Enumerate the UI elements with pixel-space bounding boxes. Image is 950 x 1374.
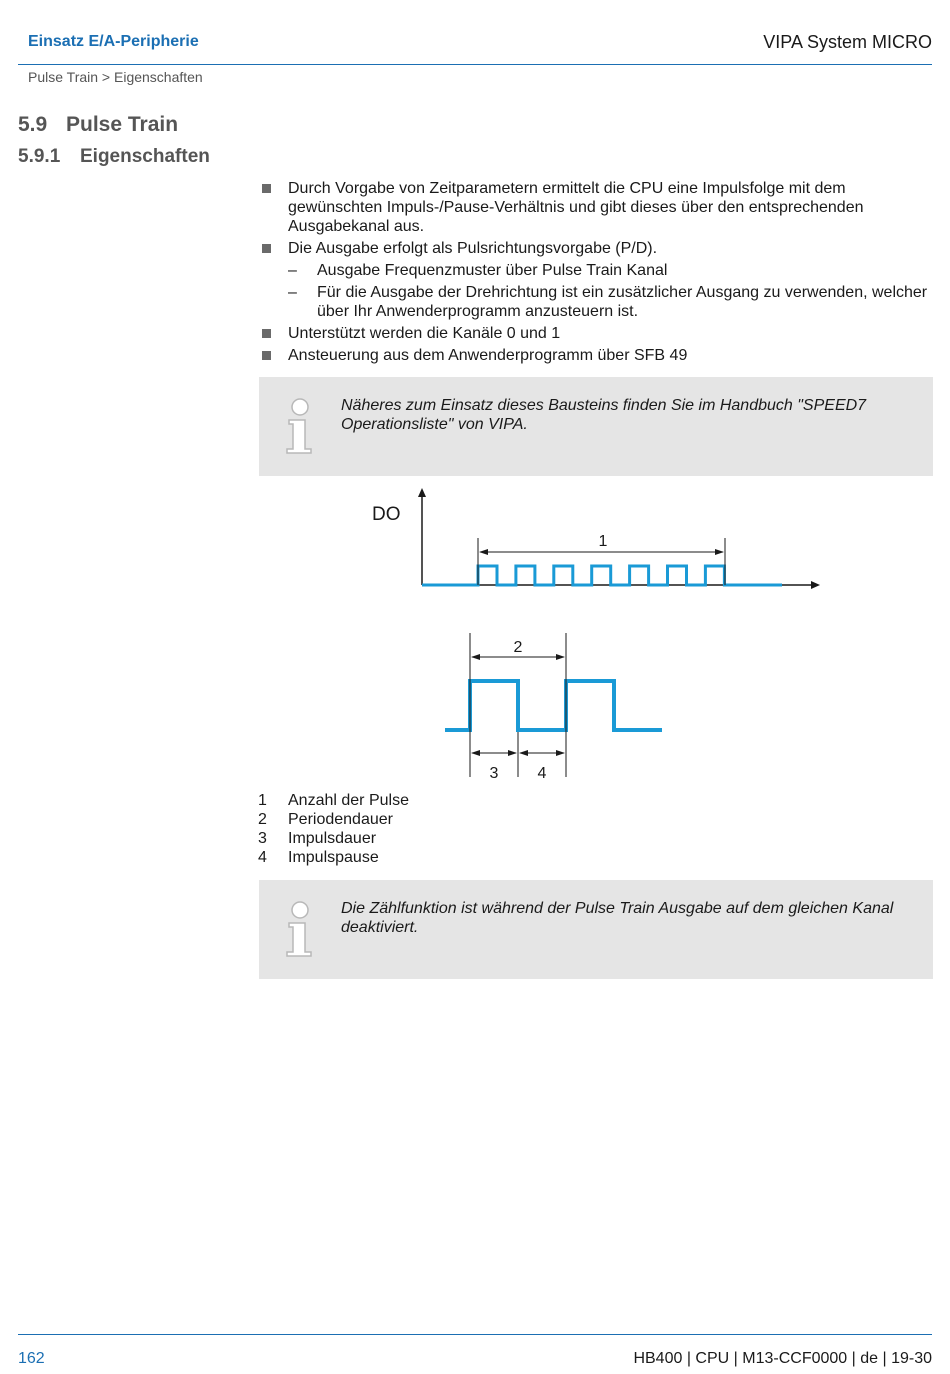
- dimension-arrow-icon: [508, 750, 517, 756]
- legend-number: 3: [258, 830, 267, 847]
- legend-item: [258, 791, 409, 810]
- subsection-number: 5.9.1: [18, 146, 61, 167]
- label-4: 4: [537, 765, 547, 782]
- bullet-square-icon: [262, 244, 271, 253]
- legend-number: 1: [258, 792, 267, 809]
- pulse-train-diagram: [350, 480, 830, 785]
- header-section-title: Einsatz E/A-Peripherie: [28, 33, 199, 50]
- section-title: Pulse Train: [66, 113, 179, 136]
- legend-text: Periodendauer: [288, 811, 393, 828]
- list-item-text: Ausgabe Frequenzmuster über Pulse Train Kanal: [317, 262, 668, 279]
- dimension-arrow-icon: [556, 654, 565, 660]
- sub-list-item: [260, 261, 932, 280]
- info-icon: [283, 900, 317, 960]
- breadcrumb: Pulse Train > Eigenschaften: [28, 69, 203, 85]
- pulse-train-waveform: [422, 566, 782, 585]
- bullet-square-icon: [262, 351, 271, 360]
- document-reference: HB400 | CPU | M13-CCF0000 | de | 19-30: [633, 1350, 932, 1367]
- legend-item: [258, 810, 409, 829]
- bullet-square-icon: [262, 329, 271, 338]
- axis-label-do: DO: [372, 504, 401, 525]
- dimension-arrow-icon: [479, 549, 488, 555]
- info-note: [259, 880, 933, 979]
- subsection-heading: [18, 146, 210, 168]
- dash-marker: –: [288, 262, 297, 279]
- section-number: 5.9: [18, 113, 48, 136]
- sub-list-item: [260, 283, 932, 321]
- legend-text: Impulsdauer: [288, 830, 377, 847]
- list-item: [260, 324, 932, 343]
- label-2: 2: [513, 639, 523, 656]
- legend-item: [258, 829, 409, 848]
- legend-text: Impulspause: [288, 849, 379, 866]
- label-1: 1: [598, 533, 608, 550]
- list-item: [260, 239, 932, 258]
- legend-number: 2: [258, 811, 267, 828]
- legend-number: 4: [258, 849, 267, 866]
- list-item-text: Ansteuerung aus dem Anwenderprogramm über SFB 49: [288, 347, 688, 364]
- footer-divider: [18, 1334, 932, 1335]
- info-icon: [283, 397, 317, 457]
- dimension-arrow-icon: [471, 654, 480, 660]
- list-item-text: Für die Ausgabe der Drehrichtung ist ein zusätzlicher Ausgang zu verwenden, welcher über Ihr Anwenderprogramm anzusteuern ist.: [317, 284, 928, 320]
- diagram-legend: [258, 791, 409, 867]
- info-note: [259, 377, 933, 476]
- dimension-arrow-icon: [471, 750, 480, 756]
- note-text: Näheres zum Einsatz dieses Bausteins finden Sie im Handbuch "SPEED7 Operationsliste" von VIPA.: [341, 397, 867, 433]
- header-product-name: VIPA System MICRO: [763, 32, 932, 52]
- label-3: 3: [489, 765, 499, 782]
- subsection-title: Eigenschaften: [80, 146, 210, 167]
- list-item: [260, 346, 932, 365]
- dimension-arrow-icon: [519, 750, 528, 756]
- note-text: Die Zählfunktion ist während der Pulse Train Ausgabe auf dem gleichen Kanal deaktiviert.: [341, 900, 894, 936]
- dash-marker: –: [288, 284, 297, 301]
- y-axis-arrow-icon: [418, 488, 426, 497]
- list-item-text: Die Ausgabe erfolgt als Pulsrichtungsvorgabe (P/D).: [288, 240, 658, 257]
- legend-item: [258, 848, 409, 867]
- page-number: 162: [18, 1350, 45, 1367]
- pulse-detail-waveform: [445, 681, 662, 730]
- list-item-text: Durch Vorgabe von Zeitparametern ermittelt die CPU eine Impulsfolge mit dem gewünschten Impuls-/Pause-Verhältnis und gibt dieses über den entsprechenden Ausgabekanal aus.: [288, 180, 864, 235]
- dimension-arrow-icon: [556, 750, 565, 756]
- list-item: [260, 179, 932, 236]
- dimension-arrow-icon: [715, 549, 724, 555]
- section-heading: [18, 113, 178, 137]
- legend-text: Anzahl der Pulse: [288, 792, 409, 809]
- x-axis-arrow-icon: [811, 581, 820, 589]
- header-divider: [18, 64, 932, 65]
- bullet-list: [260, 179, 932, 368]
- bullet-square-icon: [262, 184, 271, 193]
- list-item-text: Unterstützt werden die Kanäle 0 und 1: [288, 325, 561, 342]
